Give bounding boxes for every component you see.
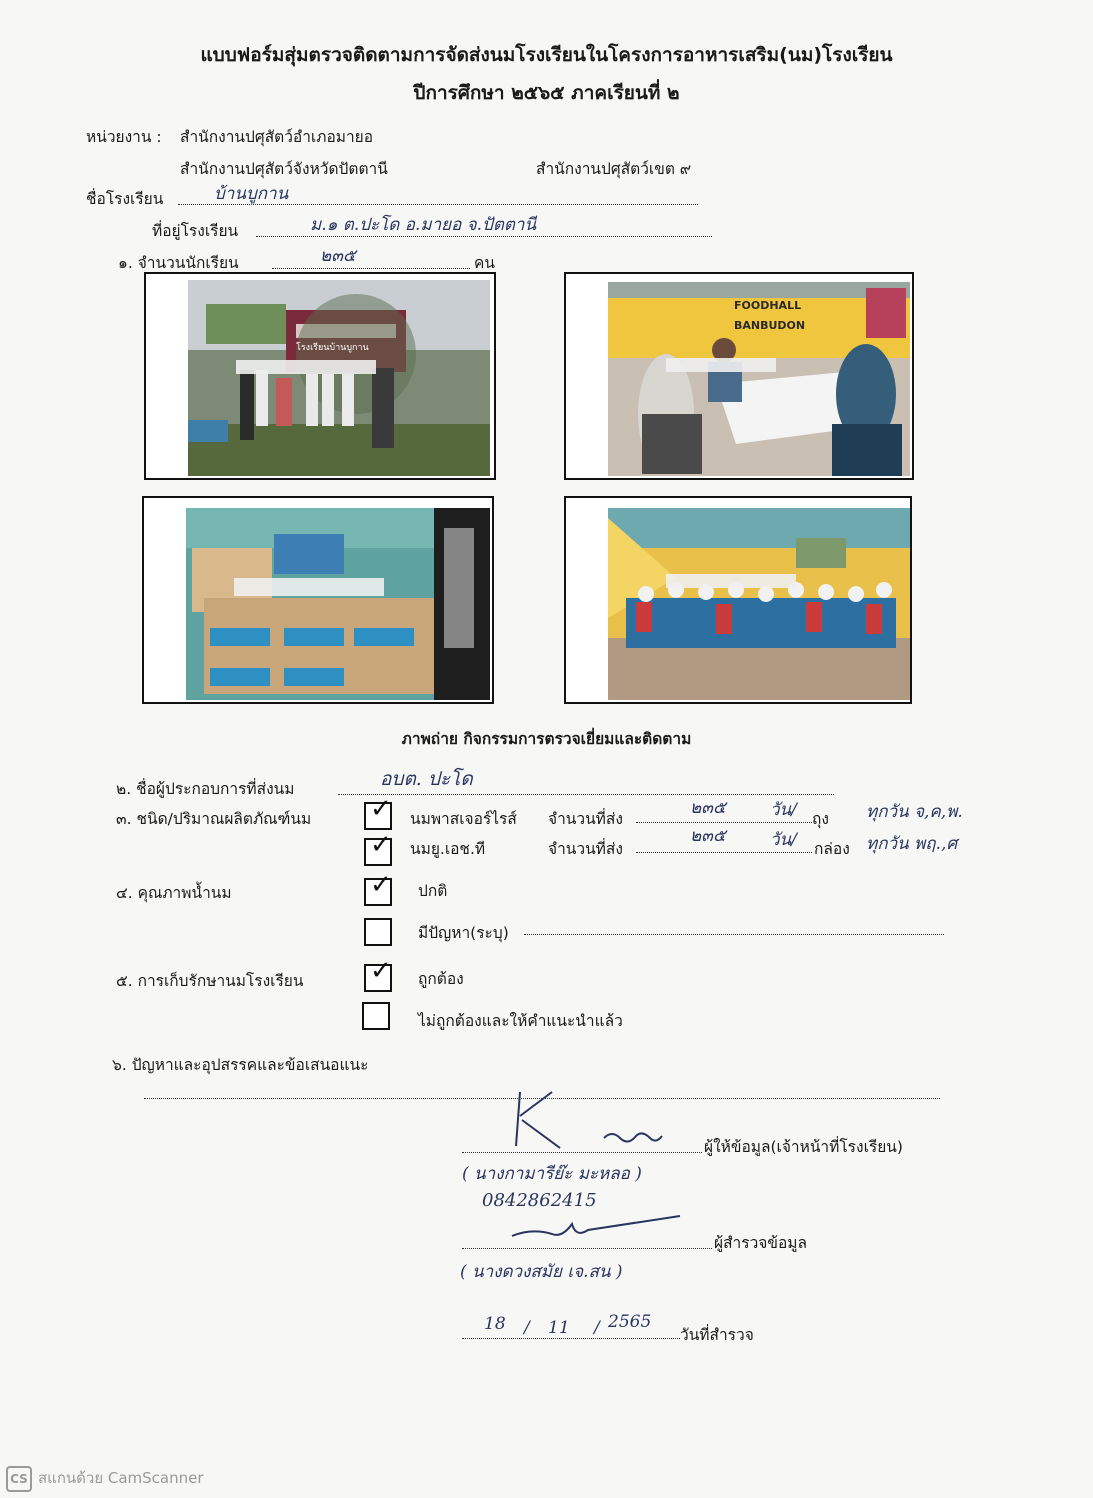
photo-caption: ภาพถ่าย กิจกรรมการตรวจเยี่ยมและติดตาม — [401, 730, 692, 748]
quality-normal-checkbox[interactable] — [364, 870, 392, 906]
informant-sign-line — [462, 1152, 702, 1153]
storage-correct-label: ถูกต้อง — [418, 970, 464, 988]
uht-check-icon: ✓ — [370, 830, 392, 860]
photo2-sign: FOODHALL BANBUDON — [734, 299, 806, 332]
pasteurized-note: ทุกวัน จ,ค,พ. — [866, 802, 963, 822]
quality-label: ๔. คุณภาพน้ำนม — [116, 884, 232, 902]
inspector-sign-line — [462, 1248, 712, 1249]
storage-correct-checkbox[interactable] — [364, 956, 392, 992]
informant-role: ผู้ให้ข้อมูล(เจ้าหน้าที่โรงเรียน) — [704, 1138, 903, 1156]
date-month: 11 — [548, 1318, 570, 1338]
supplier-value: อบต. ปะโด — [380, 768, 473, 790]
storage-incorrect-checkbox[interactable] — [362, 1002, 390, 1030]
quality-problem-line — [524, 934, 944, 935]
province-office: สำนักงานปศุสัตว์จังหวัดปัตตานี — [180, 160, 388, 178]
students-unit: คน — [474, 254, 495, 272]
date-line — [462, 1338, 680, 1339]
photo-inspection-meeting — [564, 272, 914, 480]
date-slash-1: / — [524, 1318, 530, 1338]
informant-signature — [500, 1086, 700, 1160]
quality-normal-check-icon: ✓ — [370, 870, 392, 900]
form-subtitle: ปีการศึกษา ๒๕๖๕ ภาคเรียนที่ ๒ — [413, 82, 680, 104]
uht-checkbox[interactable] — [364, 830, 392, 866]
pasteurized-unit-hand: วัน/ — [770, 800, 797, 820]
storage-incorrect-label: ไม่ถูกต้องและให้คำแนะนำแล้ว — [418, 1012, 623, 1030]
supplier-label: ๒. ชื่อผู้ประกอบการที่ส่งนม — [116, 780, 295, 798]
camscanner-watermark — [6, 1466, 204, 1492]
date-slash-2: / — [594, 1318, 600, 1338]
uht-note: ทุกวัน พฤ.,ศ — [866, 834, 958, 854]
informant-name: ( นางกามารีย๊ะ มะหลอ ) — [462, 1164, 642, 1184]
storage-correct-check-icon: ✓ — [370, 956, 392, 986]
uht-qty-label: จำนวนที่ส่ง — [548, 840, 623, 858]
agency-label: หน่วยงาน : — [86, 128, 162, 146]
quality-normal-label: ปกติ — [418, 882, 448, 900]
school-name-label: ชื่อโรงเรียน — [86, 190, 164, 208]
quality-problem-label: มีปัญหา(ระบุ) — [418, 924, 509, 942]
pasteurized-unit: ถุง — [812, 810, 829, 828]
issues-label: ๖. ปัญหาและอุปสรรคและข้อเสนอแนะ — [112, 1056, 369, 1074]
uht-unit-hand: วัน/ — [770, 830, 797, 850]
form-title: แบบฟอร์มสุ่มตรวจติดตามการจัดส่งนมโรงเรียนในโครงการอาหารเสริม(นม)โรงเรียน — [200, 44, 893, 66]
region-office: สำนักงานปศุสัตว์เขต ๙ — [536, 160, 692, 178]
pasteurized-qty-value: ๒๓๕ — [690, 798, 726, 818]
supplier-line — [338, 794, 834, 795]
date-year: 2565 — [608, 1312, 652, 1332]
pasteurized-label: นมพาสเจอร์ไรส์ — [410, 810, 517, 828]
students-value: ๒๓๕ — [320, 246, 356, 266]
school-name-value: บ้านบูกาน — [214, 184, 289, 204]
uht-unit: กล่อง — [814, 840, 850, 858]
storage-label: ๕. การเก็บรักษานมโรงเรียน — [116, 972, 304, 990]
inspector-signature — [500, 1210, 700, 1250]
uht-qty-value: ๒๓๕ — [690, 826, 726, 846]
district-office: สำนักงานปศุสัตว์อำเภอมายอ — [180, 128, 374, 146]
camscanner-text: สแกนด้วย CamScanner — [38, 1469, 204, 1487]
inspector-role: ผู้สำรวจข้อมูล — [714, 1234, 807, 1252]
pasteurized-checkbox[interactable] — [364, 794, 392, 830]
photo-milk-boxes — [142, 496, 494, 704]
date-label: วันที่สำรวจ — [680, 1326, 754, 1344]
uht-label: นมยู.เอช.ที — [410, 840, 486, 858]
address-value: ม.๑ ต.ปะโด อ.มายอ จ.ปัตตานี — [310, 215, 537, 235]
quality-problem-checkbox[interactable] — [364, 918, 392, 946]
photo-school-group — [144, 272, 496, 480]
date-day: 18 — [484, 1314, 506, 1334]
students-label: ๑. จำนวนนักเรียน — [118, 254, 239, 272]
students-line — [272, 268, 470, 269]
address-label: ที่อยู่โรงเรียน — [152, 222, 239, 240]
pasteurized-check-icon: ✓ — [370, 794, 392, 824]
photo-students-dining — [564, 496, 912, 704]
informant-phone: 0842862415 — [482, 1190, 597, 1211]
camscanner-logo-icon: CS — [6, 1466, 32, 1492]
inspector-name: ( นางดวงสมัย เจ.สน ) — [460, 1262, 623, 1282]
product-label: ๓. ชนิด/ปริมาณผลิตภัณฑ์นม — [116, 810, 312, 828]
photo1-sign: โรงเรียนบ้านบูกาน — [296, 343, 369, 353]
pasteurized-qty-label: จำนวนที่ส่ง — [548, 810, 623, 828]
